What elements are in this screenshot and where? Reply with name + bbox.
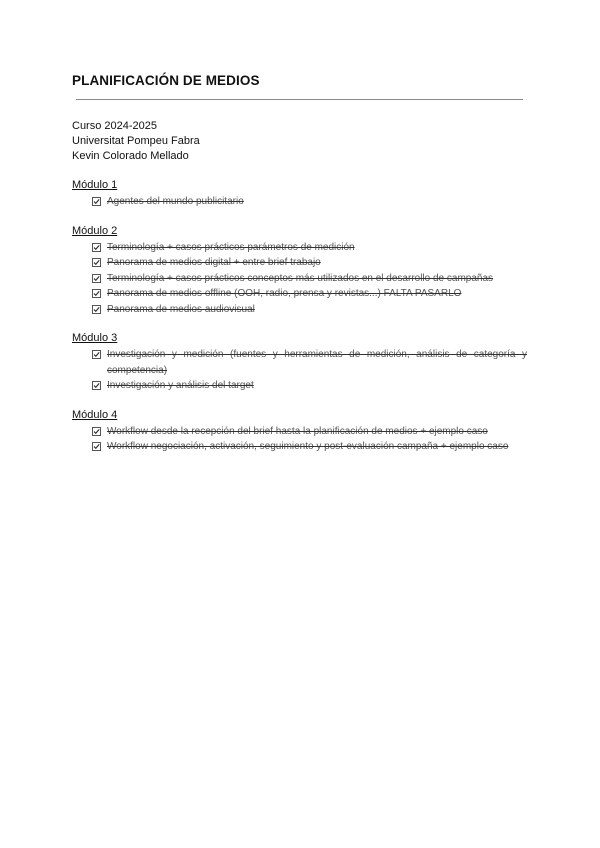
checked-checkbox-icon[interactable] bbox=[92, 350, 101, 359]
task-list bbox=[72, 240, 527, 318]
checked-checkbox-icon[interactable] bbox=[92, 274, 101, 283]
task-item bbox=[72, 347, 527, 378]
task-item bbox=[72, 240, 527, 256]
task-label: Workflow desde la recepción del brief hasta la planificación de medios + ejemplo caso bbox=[107, 425, 488, 437]
task-list bbox=[72, 194, 527, 210]
task-item bbox=[72, 302, 527, 318]
task-label: Terminología + casos prácticos parámetros de medición bbox=[107, 241, 355, 253]
course-label: Curso 2024-2025 bbox=[72, 120, 158, 132]
module-heading: Módulo 4 bbox=[72, 408, 118, 421]
module-heading: Módulo 2 bbox=[72, 224, 118, 237]
task-item bbox=[72, 378, 527, 394]
module-heading: Módulo 3 bbox=[72, 332, 118, 344]
task-item bbox=[72, 439, 527, 455]
module-4 bbox=[72, 408, 527, 455]
module-1 bbox=[72, 178, 527, 210]
university-label: Universitat Pompeu Fabra bbox=[72, 135, 200, 147]
task-label: Workflow negociación, activación, seguimiento y post-evaluación campaña + ejemplo caso bbox=[107, 441, 509, 452]
task-label: Panorama de medios offline (OOH, radio, prensa y revistas...) FALTA PASARLO bbox=[107, 288, 462, 299]
title-divider bbox=[76, 99, 523, 100]
page-title: PLANIFICACIÓN DE MEDIOS bbox=[72, 73, 260, 88]
task-label: Investigación y análisis del target bbox=[107, 380, 254, 391]
checked-checkbox-icon[interactable] bbox=[92, 243, 101, 252]
document-page bbox=[72, 72, 527, 455]
task-item bbox=[72, 286, 527, 302]
checked-checkbox-icon[interactable] bbox=[92, 442, 101, 451]
task-item bbox=[72, 271, 527, 287]
task-list bbox=[72, 347, 527, 394]
task-item bbox=[72, 194, 527, 210]
task-label: Terminología + casos prácticos conceptos más utilizados en el desarrollo de campañas bbox=[107, 272, 494, 284]
module-3 bbox=[72, 331, 527, 394]
module-heading: Módulo 1 bbox=[72, 179, 118, 191]
checked-checkbox-icon[interactable] bbox=[92, 289, 101, 298]
task-item bbox=[72, 424, 527, 440]
task-label: Investigación y medición (fuentes y herramientas de medición, análisis de categoría y competencia) bbox=[107, 349, 527, 376]
task-label: Agentes del mundo publicitario bbox=[107, 196, 244, 207]
module-2 bbox=[72, 224, 527, 318]
checked-checkbox-icon[interactable] bbox=[92, 305, 101, 314]
task-label: Panorama de medios audiovisual bbox=[107, 303, 255, 315]
checked-checkbox-icon[interactable] bbox=[92, 427, 101, 436]
author-label: Kevin Colorado Mellado bbox=[72, 150, 189, 162]
document-meta bbox=[72, 119, 527, 164]
checked-checkbox-icon[interactable] bbox=[92, 258, 101, 267]
checked-checkbox-icon[interactable] bbox=[92, 197, 101, 206]
task-item bbox=[72, 255, 527, 271]
task-label: Panorama de medios digital + entre brief trabajo bbox=[107, 257, 321, 268]
task-list bbox=[72, 424, 527, 455]
checked-checkbox-icon[interactable] bbox=[92, 381, 101, 390]
